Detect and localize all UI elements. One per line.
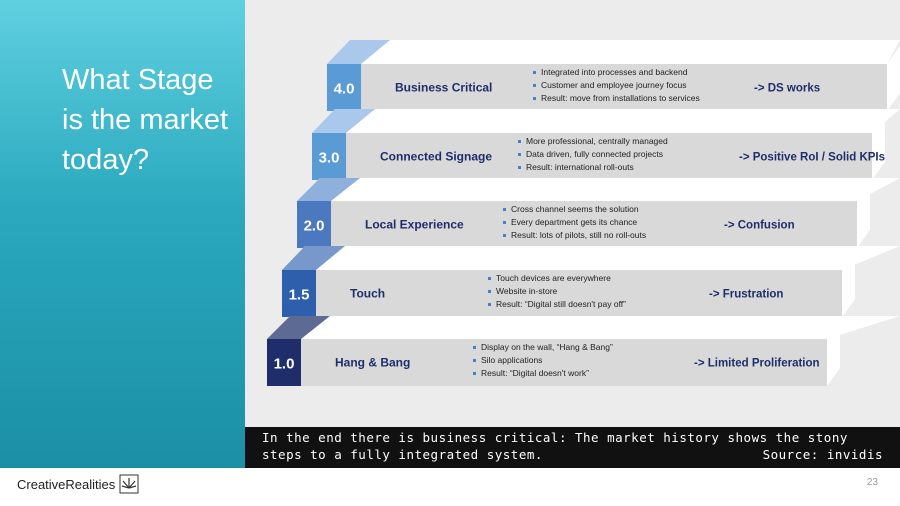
step-top-face: [312, 109, 900, 133]
page-number: 23: [866, 477, 878, 488]
caption-line-1: In the end there is business critical: The market history shows the stony: [262, 430, 848, 445]
caption-line-2: steps to a fully integrated system.: [262, 446, 543, 462]
step-bullet: Touch devices are everywhere: [496, 273, 611, 283]
step-bullet: Website in-store: [496, 286, 558, 296]
step-bullet: Display on the wall, “Hang & Bang”: [481, 342, 613, 352]
title-panel: [0, 0, 245, 468]
step-bullet: Result: lots of pilots, still no roll-outs: [511, 230, 647, 240]
bullet-square-icon: [473, 372, 476, 375]
step-outcome: -> DS works: [754, 82, 821, 95]
bullet-square-icon: [533, 71, 536, 74]
step-name: Connected Signage: [380, 149, 493, 164]
step-name: Local Experience: [365, 217, 464, 232]
caption-bar: [245, 427, 900, 468]
bullet-square-icon: [473, 346, 476, 349]
step-outcome: -> Limited Proliferation: [694, 357, 820, 370]
bullet-square-icon: [518, 140, 521, 143]
step-bullet: Result: “Digital still doesn't pay off”: [496, 299, 626, 309]
step-bullet: Integrated into processes and backend: [541, 67, 688, 77]
bullet-square-icon: [488, 303, 491, 306]
step-outcome: -> Positive RoI / Solid KPIs: [739, 151, 886, 164]
brand-mark-icon: [119, 474, 139, 494]
bullet-square-icon: [488, 290, 491, 293]
step-bullet: Silo applications: [481, 355, 543, 365]
step-top-face: [267, 316, 900, 339]
step-bullet: Result: “Digital doesn't work”: [481, 368, 589, 378]
step-name: Business Critical: [395, 80, 493, 95]
step-number: 1.0: [273, 355, 295, 373]
brand-name: CreativeRealities: [17, 476, 116, 492]
slide-title: What Stage is the market today?: [62, 64, 228, 176]
step-number: 4.0: [333, 80, 355, 98]
step-top-face: [282, 246, 900, 270]
step-name: Hang & Bang: [335, 355, 411, 370]
caption-source: Source: invidis: [762, 446, 883, 462]
step-number: 2.0: [303, 217, 325, 235]
step-bullet: Data driven, fully connected projects: [526, 149, 664, 159]
step-bullet: Customer and employee journey focus: [541, 80, 687, 90]
step-number: 1.5: [288, 286, 310, 304]
brand-logo: [17, 474, 139, 494]
bullet-square-icon: [488, 277, 491, 280]
step-number: 3.0: [318, 149, 340, 167]
bullet-square-icon: [503, 208, 506, 211]
bullet-square-icon: [533, 97, 536, 100]
caption-line-2-row: [262, 447, 883, 464]
stairs-diagram: [245, 0, 900, 427]
bullet-square-icon: [503, 221, 506, 224]
bullet-square-icon: [518, 153, 521, 156]
step-outcome: -> Confusion: [724, 219, 795, 232]
step-bullet: Result: international roll-outs: [526, 162, 634, 172]
bullet-square-icon: [473, 359, 476, 362]
bullet-square-icon: [503, 234, 506, 237]
step-bullet: Every department gets its chance: [511, 217, 638, 227]
step-top-face: [327, 40, 900, 64]
step-bullet: More professional, centrally managed: [526, 136, 668, 146]
step-bullet: Result: move from installations to services: [541, 93, 700, 103]
bullet-square-icon: [518, 166, 521, 169]
step-bullet: Cross channel seems the solution: [511, 204, 639, 214]
bullet-square-icon: [533, 84, 536, 87]
step-outcome: -> Frustration: [709, 288, 784, 301]
step-top-face: [297, 178, 900, 201]
step-name: Touch: [350, 286, 386, 301]
